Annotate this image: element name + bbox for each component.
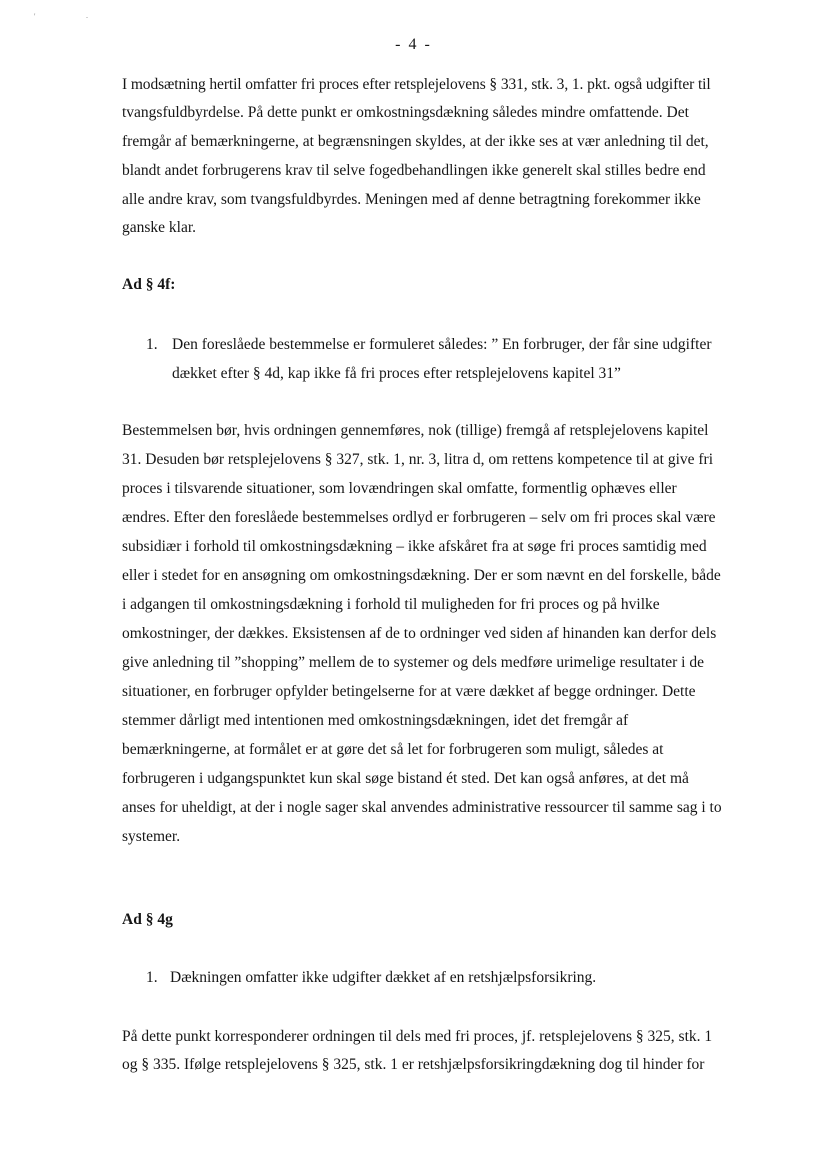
text-line: I modsætning hertil omfatter fri proces efter retsplejelovens § 331, stk. 3, 1. pkt. også udgifter til [122,76,711,93]
list-item-number: 1. [146,336,158,353]
list-item-number: 1. [146,969,158,986]
text-line: alle andre krav, som tvangsfuldbyrdes. Meningen med af denne betragtning forekommer ikke [122,191,701,208]
text-line: og § 335. Ifølge retsplejelovens § 325, stk. 1 er retshjælpsforsikringdækning dog til hinder for [122,1056,705,1073]
margin-speck: ' [34,12,36,21]
text-line: ganske klar. [122,219,197,236]
list-item-text: Dækningen omfatter ikke udgifter dækket af en retshjælpsforsikring. [170,969,597,986]
section-heading-4g: Ad § 4g [122,911,173,928]
text-line: tvangsfuldbyrdelse. På dette punkt er omkostningsdækning således mindre omfattende. Det [122,104,689,121]
page-number: - 4 - [395,36,432,53]
text-line: proces i tilsvarende situationer, som lovændringen skal omfatte, formentlig ophæves eller [122,480,677,497]
text-line: situationer, en forbruger opfylder betingelserne for at være dækket af begge ordninger. Dette [122,683,696,700]
text-line: På dette punkt korresponderer ordningen til dels med fri proces, jf. retsplejelovens § 325, stk. 1 [122,1028,713,1045]
text-line: subsidiær i forhold til omkostningsdækning – ikke afskåret fra at søge fri proces samtidig med [122,538,707,555]
text-line: blandt andet forbrugerens krav til selve fogedbehandlingen ikke generelt skal stilles bedre end [122,162,706,179]
text-line: forbrugeren i udgangspunktet kun skal søge bistand ét sted. Det kan også anføres, at det må [122,770,689,787]
margin-speck: . [86,11,88,20]
text-line: Bestemmelsen bør, hvis ordningen gennemføres, nok (tillige) fremgå af retsplejelovens kapitel [122,422,709,439]
list-item-text: dækket efter § 4d, kap ikke få fri proces efter retsplejelovens kapitel 31” [172,365,621,382]
text-line: anses for uheldigt, at der i nogle sager skal anvendes administrative ressourcer til samme sag i to [122,799,722,816]
text-line: fremgår af bemærkningerne, at begrænsningen skyldes, at der ikke ses at vær anledning til det, [122,133,709,150]
text-line: give anledning til ”shopping” mellem de to systemer og dels medføre urimelige resultater i de [122,654,704,671]
section-heading-4f: Ad § 4f: [122,276,176,293]
text-line: i adgangen til omkostningsdækning i forhold til muligheden for fri proces og på hvilke [122,596,660,613]
text-line: 31. Desuden bør retsplejelovens § 327, stk. 1, nr. 3, litra d, om rettens kompetence til at give fri [122,451,714,468]
text-line: ændres. Efter den foreslåede bestemmelses ordlyd er forbrugeren – selv om fri proces skal være [122,509,716,526]
text-line: stemmer dårligt med intentionen med omkostningsdækningen, idet det fremgår af [122,712,629,729]
list-item-text: Den foreslåede bestemmelse er formuleret således: ” En forbruger, der får sine udgifter [172,336,712,353]
text-line: eller i stedet for en ansøgning om omkostningsdækning. Der er som nævnt en del forskelle, både [122,567,721,584]
text-line: systemer. [122,828,181,845]
text-line: bemærkningerne, at formålet er at gøre det så let for forbrugeren som muligt, således at [122,741,664,758]
text-line: omkostninger, der dækkes. Eksistensen af de to ordninger ved siden af hinanden kan derfor dels [122,625,717,642]
